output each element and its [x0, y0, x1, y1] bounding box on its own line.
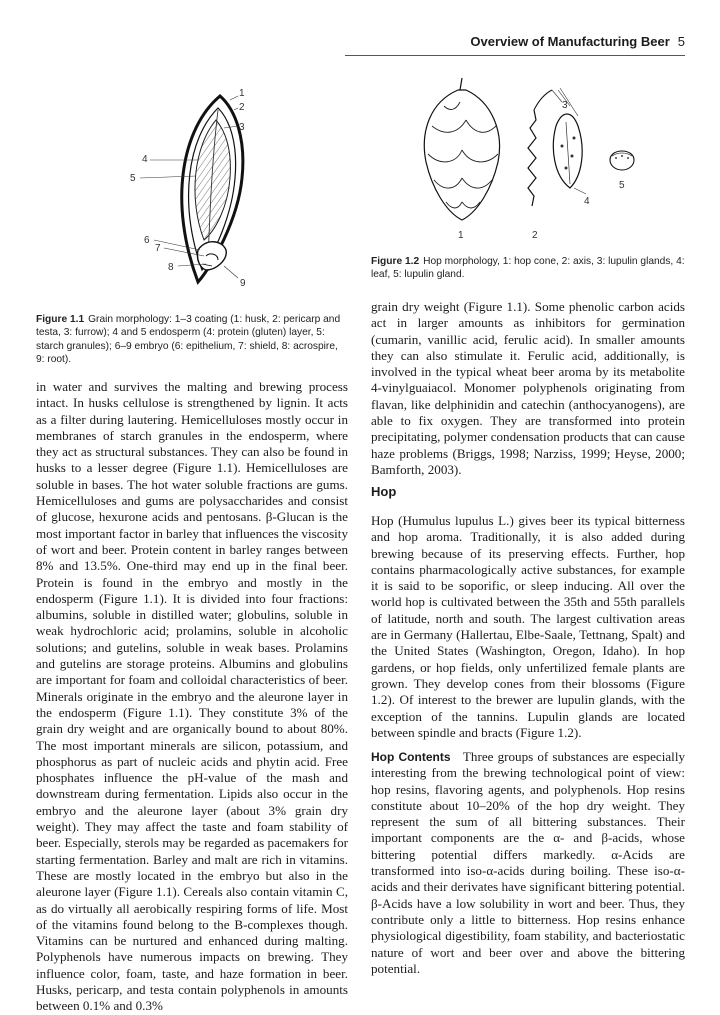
grain-callout-7: 7: [155, 243, 161, 254]
right-column-hop-text: [371, 513, 685, 741]
grain-callout-9: 9: [240, 278, 246, 289]
right-paragraph-3: Three groups of substances are especially interesting from the brewing technological point of view: hop resins, flavoring agents, and polyphenols. Hop resins constitute about 10–20% of the hop dry weight. They represent the sum of all bittering substances. Their important components are the α- and β-acids, whose bittering potential differs markedly. α-Acids are transformed into iso-α-acids during boiling. These iso-α-acids and their derivates have significant bittering potential. β-Acids have a low solubility in wort and beer. Thus, they contribute only a little to bitterness. Hop resins enhance physiological digestibility, foam stability, and bacteriostatic nature of wort and beer over and above the bittering potential.: [371, 749, 685, 976]
hop-callout-4: 4: [584, 196, 590, 207]
grain-illustration: [120, 80, 270, 295]
right-column-text-top: [371, 299, 685, 478]
grain-callout-8: 8: [168, 262, 174, 273]
right-paragraph-1: grain dry weight (Figure 1.1). Some phenolic carbon acids act in larger amounts as inhibitors for germination (cumarin, vanillic acid, ferulic acid). In smaller amounts they can also stimulate it. Ferulic acid, additionally, is involved in the typical wheat beer aroma by its metabolite 4-vinylguaiacol. Monomer polyphenols originating from flavan, like delphinidin and catechin (anthocyanogens), are able to fix oxygen. They are transformed into protein precipitating, polymer condensation products that can cause haze problems (Briggs, 1998; Narziss, 1999; Heyse, 2000; Bamforth, 2003).: [371, 299, 685, 477]
grain-callout-1: 1: [239, 88, 245, 99]
right-paragraph-2: Hop (Humulus lupulus L.) gives beer its typical bitterness and hop aroma. Traditionally, it is also added during brewing because of its preserving effects. Further, hop contains pharmacologically active substances, for example it is said to be soporific, or sleep inducing. All over the world hop is cultivated between the 35th and 55th parallels of latitude, north and south. The largest cultivation areas are in Germany (Hallertau, Elbe-Saale, Tettnang, Spalt) and the United States (Washington, Oregon, Idaho). In hop gardens, or hop fields, only unfertilized female plants are grown. They develop cones from their blossoms (Figure 1.2). Of interest to the brewer are lupulin glands, with the exception of the tannins. Lupulin glands are located between spindle and bracts (Figure 1.2).: [371, 513, 685, 740]
hop-callout-2: 2: [532, 230, 538, 241]
grain-callout-3: 3: [239, 122, 245, 133]
figure-1-1-caption: [36, 313, 348, 367]
hop-callout-3: 3: [562, 100, 568, 111]
figure-1-1-label: Figure 1.1: [36, 314, 85, 325]
grain-callout-5: 5: [130, 173, 136, 184]
running-header: [345, 34, 685, 50]
header-rule: [345, 55, 685, 56]
figure-1-2-caption: [371, 255, 685, 282]
figure-1-2-caption-text: Hop morphology, 1: hop cone, 2: axis, 3: lupulin glands, 4: leaf, 5: lupulin gland.: [371, 256, 685, 281]
subheading-hop-contents: Hop Contents: [371, 750, 451, 764]
page-number: 5: [677, 34, 685, 49]
right-paragraph-3-container: [371, 749, 685, 977]
grain-callout-4: 4: [142, 154, 148, 165]
left-paragraph: in water and survives the malting and brewing process intact. In husks cellulose is strengthened by lignin. It acts as a filter during lautering. Hemicelluloses mostly occur in membranes of starch granules in the endosperm, where they act as structural substances. They can also be found in husks to a lesser degree (Figure 1.1). Hemicelluloses are soluble in bases. The hot water soluble fractions are gums. Hemicelluloses and gums are polysaccharides and consist of glucose, hexurone acids and pentosans. β-Glucan is the most important factor in barley that influences the viscosity of wort and beer. Protein content in barley ranges between 8% and 13.5%. One-third may end up in the final beer. Protein is found in the embryo and mostly in the endosperm (Figure 1.1). It is divided into four fractions: albumins, soluble in distilled water; globulins, soluble in weak hydrochloric acid; prolamins, soluble in alcoholic solutions; and gutelins, soluble in weak bases. Prolamins and gutelins are storage proteins. Albumins and globulins are important for foam and colloidal characteristics of beer. Minerals originate in the embryo and the aleurone layer in the endosperm (Figure 1.1). They constitute 3% of the grain dry weight and are organically bound to about 80%. The most important minerals are silicon, potassium, and phosphorus as part of nucleic acids and phytin acid. Free phosphates influence the pH-value of the mash and downstream during fermentation. Lipids also occur in the embryo and the aleurone layer (about 3% grain dry weight). They may affect the taste and foam stability of beer. Especially, sterols may be regarded as pacemakers for starting fermentation. Barley and malt are rich in vitamins. These are mostly located in the embryo but also in the aleurone layer (Figure 1.1). Cereals also contain vitamin C, as do virtually all aerobically respiring forms of life. Most of the vitamins found belong to the B-complexes though. Vitamins can be nurtured and enhanced during malting. Polyphenols have numerous impacts on brewing. They influence color, foam, taste, and haze formation in beer. Husks, pericarp, and testa contain polyphenols in amounts between 0.1% and 0.3%: [36, 379, 348, 1014]
figure-1-1-caption-text: Grain morphology: 1–3 coating (1: husk, 2: pericarp and testa, 3: furrow); 4 and 5 endosperm (4: protein (gluten) layer, 5: starch granules); 6–9 embryo (6: epithelium, 7: shield, 8: acrospire, 9: root).: [36, 314, 341, 366]
figure-hop-morphology: [410, 76, 660, 246]
running-header-title: Overview of Manufacturing Beer: [470, 34, 670, 49]
figure-1-2-label: Figure 1.2: [371, 256, 420, 267]
grain-callout-6: 6: [144, 235, 150, 246]
left-column-text: [36, 379, 348, 1015]
hop-illustration: [410, 76, 660, 246]
grain-callout-2: 2: [239, 102, 245, 113]
hop-callout-5: 5: [619, 180, 625, 191]
section-heading-hop: Hop: [371, 484, 397, 499]
figure-grain-morphology: [120, 80, 270, 295]
hop-callout-1: 1: [458, 230, 464, 241]
right-column-hop-contents: [371, 749, 685, 977]
